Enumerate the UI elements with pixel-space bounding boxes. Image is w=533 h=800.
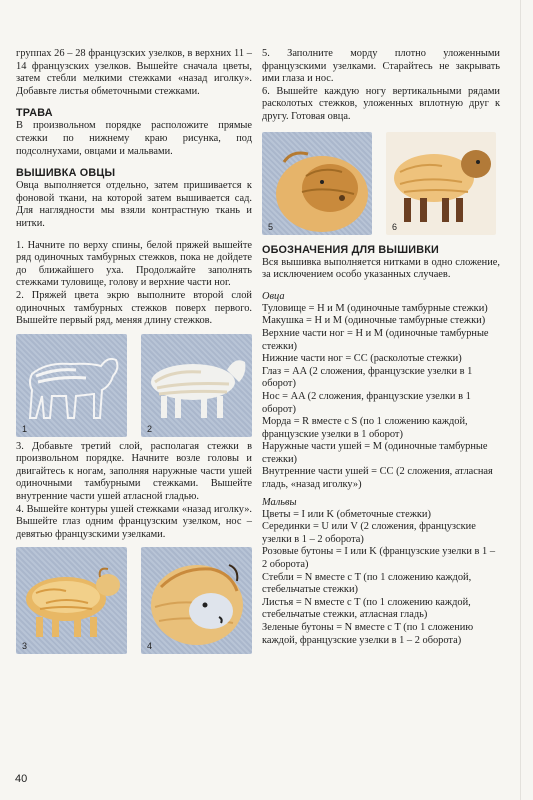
legend-item: Морда = R вместе с S (по 1 сложению каждой, французские узелки в 1 оборот) <box>262 416 468 440</box>
page-number: 40 <box>15 773 28 785</box>
legend-item: Туловище = H и M (одиночные тамбурные стежки) <box>262 302 488 314</box>
sheep-legend-heading: Овца <box>262 290 285 302</box>
mallow-legend-heading: Мальвы <box>262 496 297 508</box>
legend-item: Розовые бутоны = I или K (французские узелки в 1 – 2 оборота) <box>262 546 496 571</box>
legend-item: Нос = AA (2 сложения, французские узелки в 1 оборот) <box>262 390 471 415</box>
finished-sheep-illustration <box>386 132 496 235</box>
right-column <box>262 48 500 647</box>
legend-item: Глаз = AA (2 сложения, французские узелки в 1 оборот) <box>262 365 473 390</box>
photo-row-3-4 <box>16 547 252 654</box>
photo-row-1-2 <box>16 334 252 437</box>
photo-1-number: 1 <box>22 423 28 434</box>
step-5-text: 5. Заполните морду плотно уложенными французскими узелками. Старайтесь не закрывать ими глаза и нос. <box>262 48 500 85</box>
left-column <box>16 48 252 654</box>
legend-item: Серединки = U или V (2 сложения, французские узелки в 1 – 2 оборота) <box>262 521 476 545</box>
photo-sheep-step-3 <box>16 547 127 654</box>
step-4-text: 4. Вышейте контуры ушей стежками «назад иголку». Вышейте глаз одним французским узелком, нос – девятью французскими узелками. <box>16 503 252 540</box>
sheep-outline-illustration <box>16 334 127 437</box>
mallow-legend-list <box>262 509 500 648</box>
intro-paragraph: группах 26 – 28 французских узелков, в верхних 11 – 14 французских узелков. Вышейте сначала цветы, затем стебли мелкими стежками «назад иголку». Добавьте листья обметочными стежками. <box>16 48 252 97</box>
photo-sheep-step-5 <box>262 132 372 235</box>
legend-item: Верхние части ног = H и M (одиночные тамбурные стежки) <box>262 327 489 352</box>
photo-4-number: 4 <box>147 641 153 652</box>
legend-heading: ОБОЗНАЧЕНИЯ ДЛЯ ВЫШИВКИ <box>262 243 439 256</box>
legend-item: Зеленые бутоны = N вместе с T (по 1 сложению каждой, французские узелки в 1 – 2 оборота) <box>262 622 474 646</box>
sheep-textured-illustration <box>16 547 127 654</box>
legend-item: Стебли = N вместе с T (по 1 сложению каждой, стебельчатые стежки) <box>262 571 472 596</box>
step-2-text: 2. Пряжей цвета экрю выполните второй слой одиночных тамбурных стежков поверх первого. Вышейте первый ряд, меняя длину стежков. <box>16 289 252 327</box>
legend-item: Нижние части ног = CC (расколотые стежки) <box>262 353 462 365</box>
legend-item: Внутренние части ушей = CC (2 сложения, атласная гладь, «назад иголку») <box>262 466 493 491</box>
step-1-text: 1. Начните по верху спины, белой пряжей вышейте ряд одиночных тамбурных стежков, пока не дойдете до ближайшего уха. Продолжайте заполнять стежками туловище, голову и верхние части ног. <box>16 239 252 289</box>
photo-5-number: 5 <box>268 221 274 232</box>
sheep-head-closeup-illustration <box>141 547 252 654</box>
sheep-face-knots-illustration <box>262 132 372 235</box>
photo-sheep-finished <box>386 132 496 235</box>
photo-6-number: 6 <box>392 221 398 232</box>
sheep-heading: ВЫШИВКА ОВЦЫ <box>16 167 116 180</box>
sheep-white-layer-illustration <box>141 334 252 437</box>
legend-item: Цветы = I или K (обметочные стежки) <box>262 508 431 520</box>
photo-sheep-step-4 <box>141 547 252 654</box>
sheep-legend-list <box>262 303 500 492</box>
photo-2-number: 2 <box>147 423 153 434</box>
photo-sheep-step-1 <box>16 334 127 437</box>
photo-row-5-6 <box>262 132 500 235</box>
legend-item: Макушка = H и M (одиночные тамбурные стежки) <box>262 315 486 327</box>
photo-3-number: 3 <box>22 641 28 652</box>
grass-paragraph: В произвольном порядке расположите прямые стежки по нижнему краю рисунка, под подсолнухами, овцами и мальвами. <box>16 120 252 157</box>
legend-item: Наружные части ушей = M (одиночные тамбурные стежки) <box>262 441 488 465</box>
legend-item: Листья = N вместе с T (по 1 сложению каждой, стебельчатые стежки, атласная гладь) <box>262 596 471 621</box>
sheep-intro-paragraph: Овца выполняется отдельно, затем пришивается к фоновой ткани, на которой затем вышивается сад. Для наглядности мы взяли контрастную ткань и нитки. <box>16 180 252 229</box>
photo-sheep-step-2 <box>141 334 252 437</box>
step-6-text: 6. Вышейте каждую ногу вертикальными рядами расколотых стежков, уложенных вплотную друг к другу. Готовая овца. <box>262 85 500 122</box>
grass-heading: ТРАВА <box>16 107 53 120</box>
legend-intro: Вся вышивка выполняется нитками в одно сложение, за исключением особо указанных случаев. <box>262 256 500 281</box>
step-3-text: 3. Добавьте третий слой, располагая стежки в произвольном порядке. Начните возле головы и двигайтесь к ногам, заполняя наружные части ушей одиночными тамбурными стежками. Вышейте внутренние части ушей атласной гладью. <box>16 440 252 503</box>
page-edge-shadow <box>520 0 521 800</box>
